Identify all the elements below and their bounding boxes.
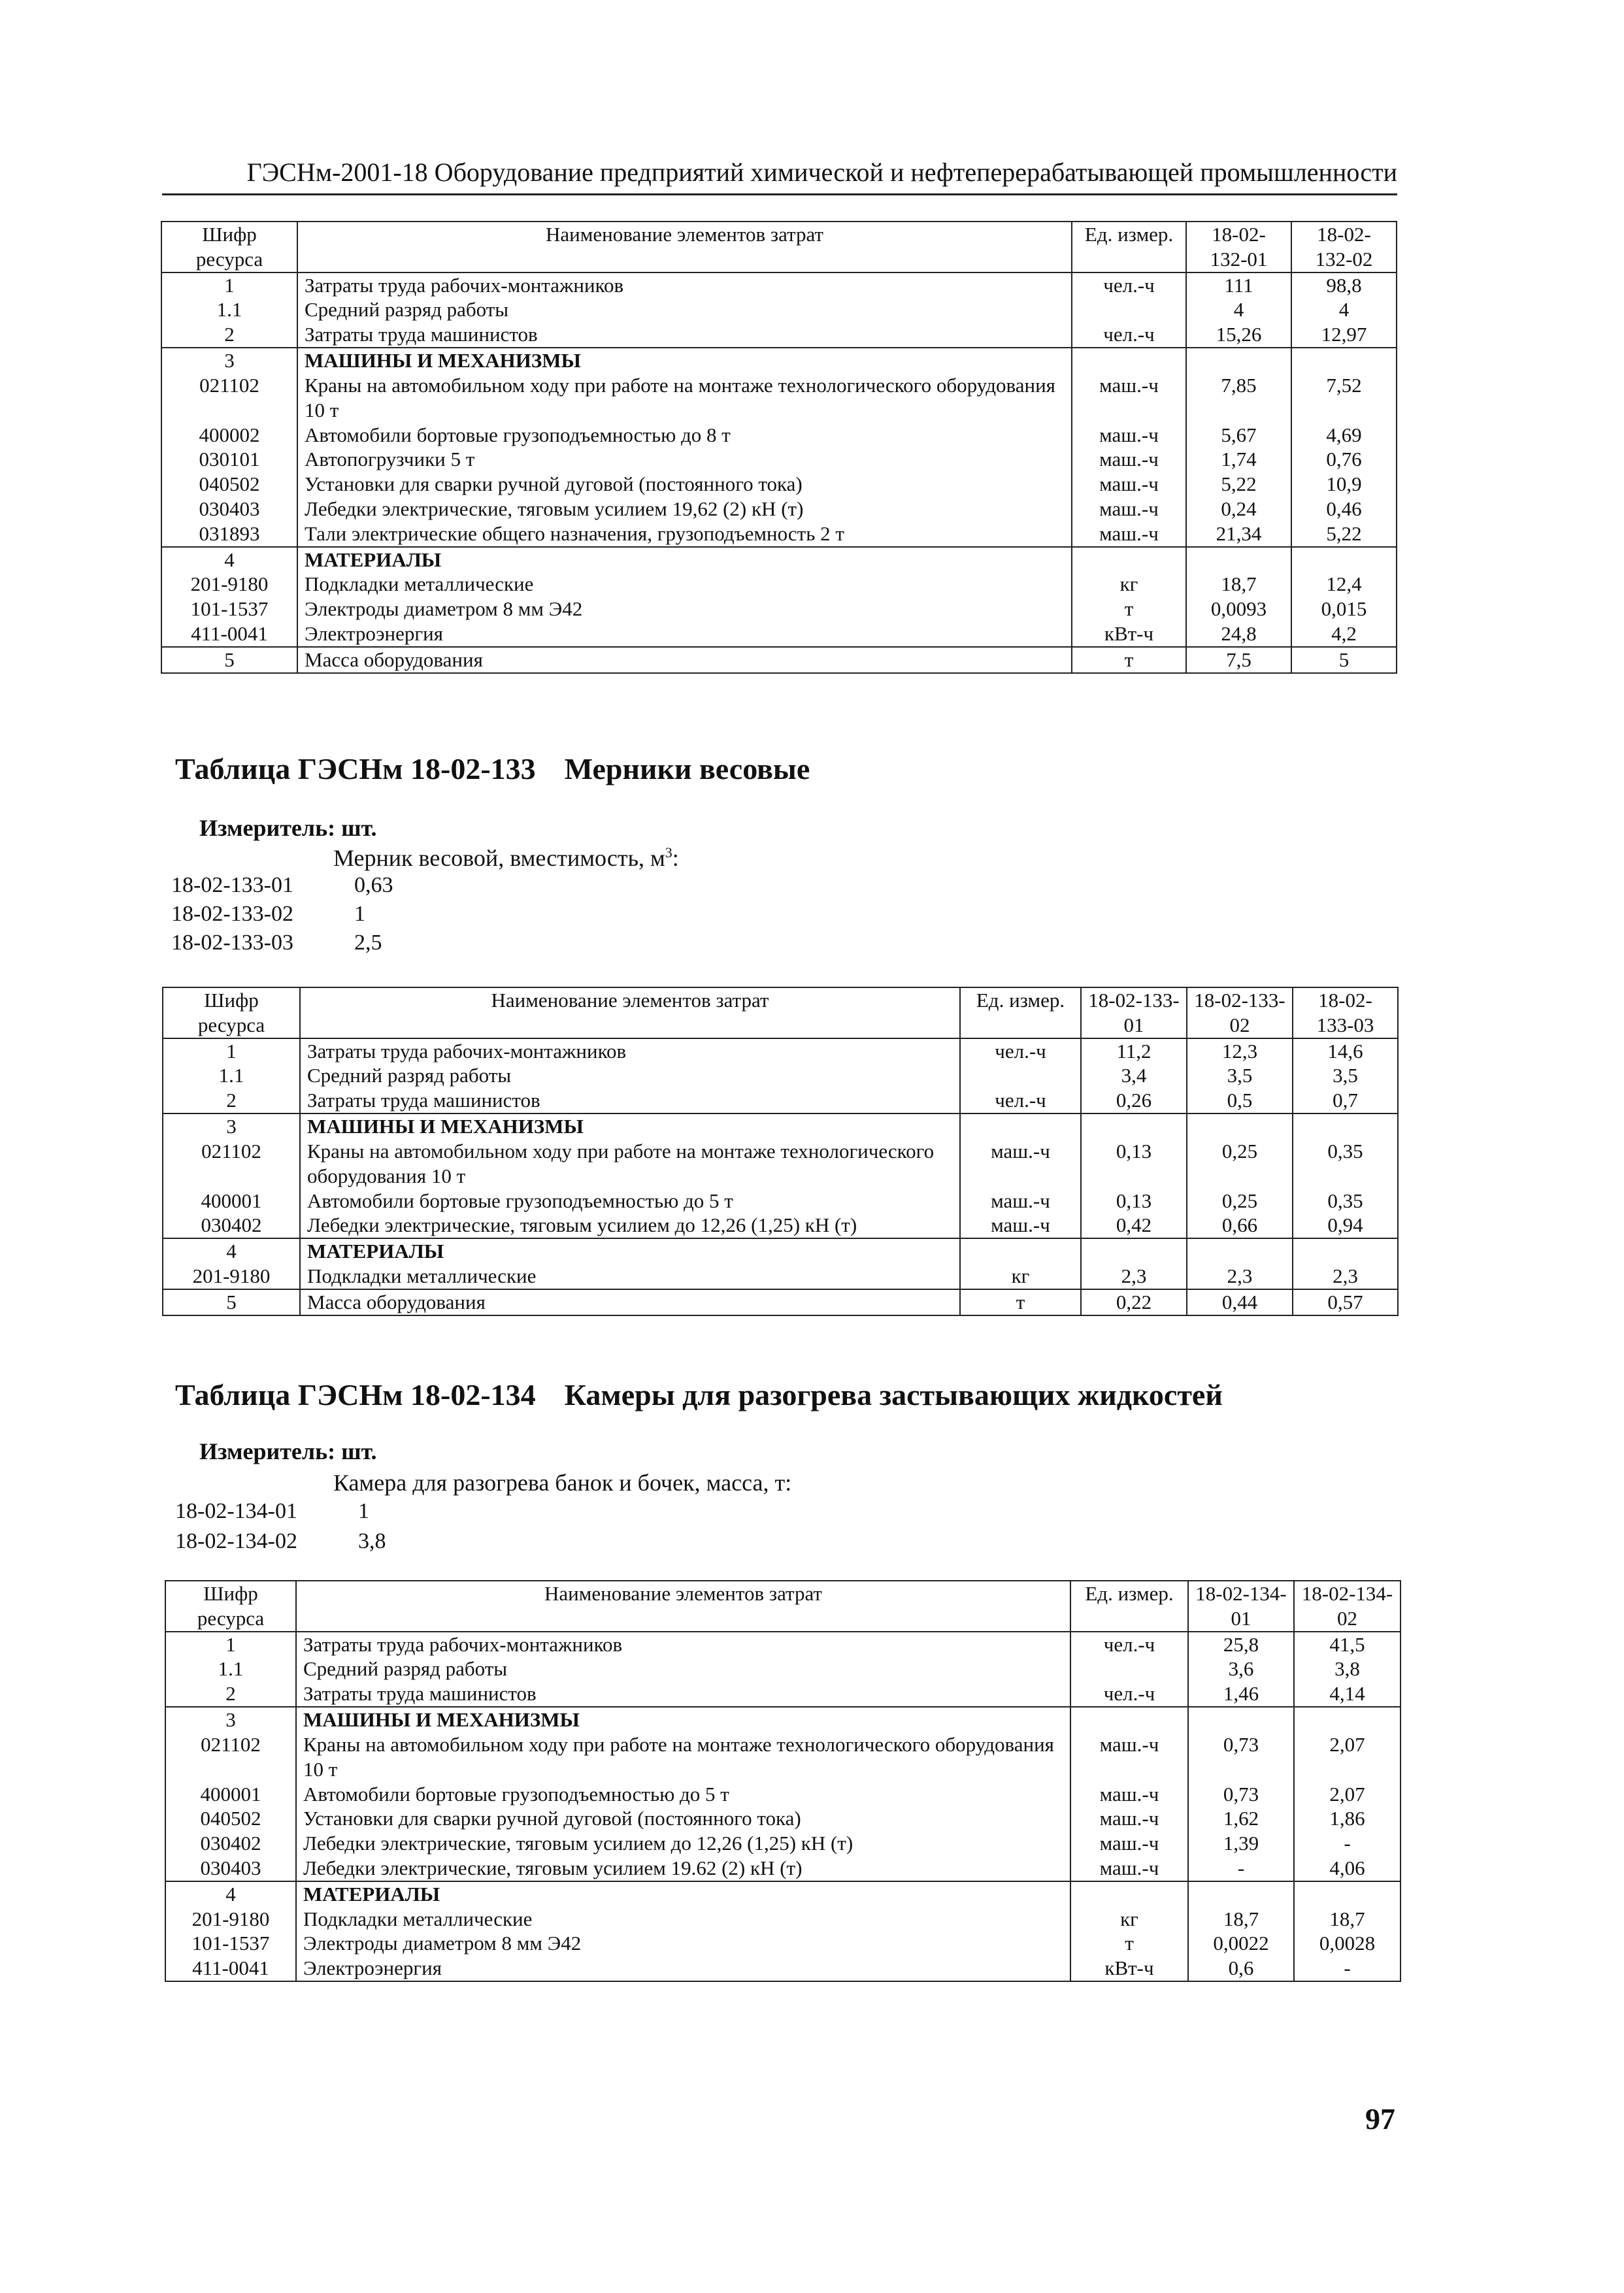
col-header-name: Наименование элементов затрат [297,222,1072,272]
section-label: Таблица ГЭСНм 18-02-134 [175,1378,536,1411]
unit-cell: чел.-ч [960,1038,1081,1064]
table-row [163,1264,1398,1289]
cost-element-name-cell: Лебедки электрические, тяговым усилием до 12,26 (1,25) кН (т) [296,1831,1070,1856]
value-cell: 1,62 [1188,1806,1294,1831]
resource-code-cell: 4 [165,1881,296,1907]
variant-code: 18-02-134-01 [175,1499,297,1523]
value-cell: 0,5 [1187,1088,1293,1114]
unit-cell: маш.-ч [1070,1831,1188,1856]
unit-cell [960,1114,1081,1139]
cost-element-name-cell: Затраты труда машинистов [296,1681,1070,1707]
cost-element-name-cell: Подкладки металлические [300,1264,960,1289]
table-row [163,1238,1398,1264]
cost-element-name-cell: Масса оборудования [300,1289,960,1315]
value-cell: 18,7 [1188,1907,1294,1932]
unit-cell: чел.-ч [960,1088,1081,1114]
cost-element-name-cell: Средний разряд работы [296,1657,1070,1681]
cost-element-name-cell: Масса оборудования [297,647,1072,673]
resource-code-cell: 030402 [163,1213,300,1238]
value-cell: 3,6 [1188,1657,1294,1681]
cost-element-name-cell: Автомобили бортовые грузоподъемностью до 5 т [296,1782,1070,1807]
table-row [161,521,1397,547]
value-cell: 4 [1291,297,1397,322]
table-row [161,272,1397,298]
unit-cell: т [1072,647,1186,673]
resource-code-cell: 2 [165,1681,296,1707]
unit-cell: маш.-ч [1072,373,1186,423]
value-cell: 11,2 [1081,1038,1187,1064]
resource-code-cell: 101-1537 [165,1931,296,1956]
table-row [161,647,1397,673]
table-row [165,1831,1400,1856]
cost-element-name-cell: МАТЕРИАЛЫ [300,1238,960,1264]
unit-cell: маш.-ч [1070,1806,1188,1831]
cost-element-name-cell: Тали электрические общего назначения, грузоподъемность 2 т [297,521,1072,547]
value-cell [1294,1881,1400,1907]
col-header-name: Наименование элементов затрат [300,987,960,1038]
table-row [163,1189,1398,1213]
value-cell: 2,07 [1294,1732,1400,1782]
value-cell: 0,6 [1188,1956,1294,1981]
variant-line [171,931,382,955]
resource-code-cell: 400002 [161,423,297,448]
col-header-unit: Ед. измер. [960,987,1081,1038]
parameter-colon: : [672,845,679,871]
value-cell: - [1188,1856,1294,1881]
resource-code-cell: 1.1 [163,1063,300,1088]
unit-cell: чел.-ч [1072,272,1186,298]
resource-code-cell: 3 [163,1114,300,1139]
value-cell: 4,14 [1294,1681,1400,1707]
cost-element-name-cell: Краны на автомобильном ходу при работе на монтаже технологического оборудования 10 т [297,373,1072,423]
table-row [165,1856,1400,1881]
table-row [165,1956,1400,1981]
col-header-name: Наименование элементов затрат [296,1581,1070,1632]
unit-cell: т [960,1289,1081,1315]
value-cell [1291,547,1397,572]
value-cell: 4,06 [1294,1856,1400,1881]
table-row [161,497,1397,521]
value-cell: 15,26 [1186,322,1291,348]
cost-element-name-cell: Установки для сварки ручной дуговой (постоянного тока) [296,1806,1070,1831]
value-cell: 111 [1186,272,1291,298]
cost-element-name-cell: Краны на автомобильном ходу при работе на монтаже технологического оборудования 10 т [296,1732,1070,1782]
resource-code-cell: 1 [163,1038,300,1064]
value-cell: 25,8 [1188,1632,1294,1657]
table-header-row [165,1581,1400,1632]
value-cell: 2,3 [1081,1264,1187,1289]
unit-cell [1072,297,1186,322]
meter-label: Измеритель: шт. [199,815,377,841]
value-cell: 0,0028 [1294,1931,1400,1956]
table-row [165,1782,1400,1807]
unit-cell [1072,547,1186,572]
value-cell: 0,76 [1291,447,1397,472]
cost-element-name-cell: Электроэнергия [297,621,1072,647]
cost-element-name-cell: МАТЕРИАЛЫ [296,1881,1070,1907]
value-cell: 7,5 [1186,647,1291,673]
resource-code-cell: 1.1 [161,297,297,322]
value-cell: 3,8 [1294,1657,1400,1681]
running-header: ГЭСНм-2001-18 Оборудование предприятий химической и нефтеперерабатывающей промышленности [162,154,1397,195]
resource-code-cell: 030403 [165,1856,296,1881]
table-row [165,1881,1400,1907]
variant-value: 3,8 [358,1529,386,1553]
unit-cell: кВт-ч [1070,1956,1188,1981]
parameter-text: Мерник весовой, вместимость, м [333,845,665,871]
resource-code-cell: 1.1 [165,1657,296,1681]
unit-cell: т [1072,597,1186,621]
table-row [163,1213,1398,1238]
parameter-caption [333,844,679,872]
variant-line [171,902,365,927]
resource-code-cell: 021102 [163,1139,300,1189]
unit-cell: чел.-ч [1070,1632,1188,1657]
value-cell: 0,66 [1187,1213,1293,1238]
table-row [161,322,1397,348]
col-header-code: Шифр ресурса [161,222,297,272]
value-cell: 0,73 [1188,1732,1294,1782]
value-cell: 5,67 [1186,423,1291,448]
cost-element-name-cell: Автомобили бортовые грузоподъемностью до 5 т [300,1189,960,1213]
table-row [163,1038,1398,1064]
table-row [161,423,1397,448]
cost-element-name-cell: Электроды диаметром 8 мм Э42 [297,597,1072,621]
table-header-row [163,987,1398,1038]
value-cell: 21,34 [1186,521,1291,547]
variant-code: 18-02-133-01 [171,873,293,897]
table-row [165,1907,1400,1932]
cost-element-name-cell: Средний разряд работы [297,297,1072,322]
variant-code: 18-02-134-02 [175,1529,297,1553]
table-row [165,1657,1400,1681]
resource-code-cell: 5 [161,647,297,673]
cost-table-18-02-132 [161,221,1397,674]
table-row [161,621,1397,647]
value-cell [1294,1707,1400,1732]
table-row [161,373,1397,423]
value-cell: 2,3 [1187,1264,1293,1289]
cost-element-name-cell: Электроэнергия [296,1956,1070,1981]
table-row [165,1681,1400,1707]
variant-code: 18-02-133-02 [171,902,293,926]
unit-cell [1070,1881,1188,1907]
value-cell: 0,57 [1293,1289,1398,1315]
table-row [163,1139,1398,1189]
cost-element-name-cell: Лебедки электрические, тяговым усилием 19,62 (2) кН (т) [297,497,1072,521]
variant-line [175,1529,386,1554]
value-cell: 4,69 [1291,423,1397,448]
cost-table-18-02-134 [165,1580,1401,1982]
value-cell: 7,85 [1186,373,1291,423]
unit-cell: маш.-ч [1072,423,1186,448]
unit-cell: кг [1072,572,1186,597]
table-header-row [161,222,1397,272]
col-header-unit: Ед. измер. [1072,222,1186,272]
value-cell: - [1294,1831,1400,1856]
variant-code: 18-02-133-03 [171,931,293,955]
cost-element-name-cell: Автомобили бортовые грузоподъемностью до 8 т [297,423,1072,448]
cost-element-name-cell: МАТЕРИАЛЫ [297,547,1072,572]
unit-cell: маш.-ч [1070,1856,1188,1881]
value-cell: 14,6 [1293,1038,1398,1064]
col-header-code: Шифр ресурса [165,1581,296,1632]
value-cell: 0,015 [1291,597,1397,621]
value-cell: 1,86 [1294,1806,1400,1831]
value-cell: 0,25 [1187,1139,1293,1189]
unit-cell [1072,348,1186,373]
cost-element-name-cell: Автопогрузчики 5 т [297,447,1072,472]
unit-cell [1070,1657,1188,1681]
table-row [163,1088,1398,1114]
resource-code-cell: 2 [163,1088,300,1114]
unit-cell: маш.-ч [1070,1782,1188,1807]
value-cell: 0,42 [1081,1213,1187,1238]
table-row [163,1289,1398,1315]
cost-element-name-cell: Средний разряд работы [300,1063,960,1088]
cost-element-name-cell: Затраты труда рабочих-монтажников [296,1632,1070,1657]
cost-element-name-cell: Затраты труда машинистов [300,1088,960,1114]
cost-element-name-cell: МАШИНЫ И МЕХАНИЗМЫ [300,1114,960,1139]
resource-code-cell: 201-9180 [163,1264,300,1289]
table-row [161,348,1397,373]
unit-cell: кг [1070,1907,1188,1932]
value-cell: 0,73 [1188,1782,1294,1807]
value-cell: 3,5 [1187,1063,1293,1088]
table-row [165,1931,1400,1956]
resource-code-cell: 201-9180 [165,1907,296,1932]
resource-code-cell: 201-9180 [161,572,297,597]
cost-element-name-cell: Затраты труда рабочих-монтажников [297,272,1072,298]
table-row [165,1806,1400,1831]
cost-element-name-cell: Лебедки электрические, тяговым усилием 19.62 (2) кН (т) [296,1856,1070,1881]
cost-element-name-cell: Краны на автомобильном ходу при работе на монтаже технологического оборудования 10 т [300,1139,960,1189]
value-cell: 2,07 [1294,1782,1400,1807]
resource-code-cell: 411-0041 [165,1956,296,1981]
table-row [163,1063,1398,1088]
resource-code-cell: 021102 [161,373,297,423]
cost-element-name-cell: МАШИНЫ И МЕХАНИЗМЫ [296,1707,1070,1732]
table-row [161,547,1397,572]
table-row [161,297,1397,322]
cost-element-name-cell: Подкладки металлические [297,572,1072,597]
variant-value: 0,63 [354,873,393,897]
value-cell: 1,39 [1188,1831,1294,1856]
value-cell: 0,25 [1187,1189,1293,1213]
resource-code-cell: 4 [161,547,297,572]
section-name: Камеры для разогрева застывающих жидкостей [564,1378,1223,1411]
value-cell: 0,22 [1081,1289,1187,1315]
resource-code-cell: 040502 [165,1806,296,1831]
variant-value: 2,5 [354,931,382,955]
value-cell: 12,3 [1187,1038,1293,1064]
resource-code-cell: 3 [161,348,297,373]
value-cell: 0,35 [1293,1189,1398,1213]
resource-code-cell: 030402 [165,1831,296,1856]
col-header-variant: 18-02-133-03 [1293,987,1398,1038]
cost-element-name-cell: Лебедки электрические, тяговым усилием до 12,26 (1,25) кН (т) [300,1213,960,1238]
unit-cell: маш.-ч [1072,472,1186,497]
resource-code-cell: 4 [163,1238,300,1264]
value-cell: 0,24 [1186,497,1291,521]
resource-code-cell: 1 [165,1632,296,1657]
value-cell [1188,1707,1294,1732]
unit-cell [960,1238,1081,1264]
unit-cell [1070,1707,1188,1732]
resource-code-cell: 2 [161,322,297,348]
value-cell: 98,8 [1291,272,1397,298]
section-name: Мерники весовые [564,752,810,785]
table-row [161,447,1397,472]
value-cell: 0,13 [1081,1189,1187,1213]
value-cell: 24,8 [1186,621,1291,647]
value-cell [1187,1238,1293,1264]
value-cell: 0,13 [1081,1139,1187,1189]
value-cell: 0,35 [1293,1139,1398,1189]
resource-code-cell: 031893 [161,521,297,547]
value-cell [1291,348,1397,373]
value-cell: 18,7 [1186,572,1291,597]
unit-cell: маш.-ч [1072,447,1186,472]
value-cell: 0,46 [1291,497,1397,521]
resource-code-cell: 101-1537 [161,597,297,621]
value-cell: 1,46 [1188,1681,1294,1707]
cost-element-name-cell: Установки для сварки ручной дуговой (постоянного тока) [297,472,1072,497]
value-cell [1081,1238,1187,1264]
cost-element-name-cell: Затраты труда рабочих-монтажников [300,1038,960,1064]
value-cell: 0,7 [1293,1088,1398,1114]
value-cell: 3,5 [1293,1063,1398,1088]
unit-cell: чел.-ч [1072,322,1186,348]
value-cell: 7,52 [1291,373,1397,423]
value-cell: 4,2 [1291,621,1397,647]
cost-element-name-cell: Подкладки металлические [296,1907,1070,1932]
unit-cell: маш.-ч [960,1189,1081,1213]
resource-code-cell: 1 [161,272,297,298]
meter-label: Измеритель: шт. [199,1438,377,1464]
value-cell [1186,547,1291,572]
unit-cell: маш.-ч [1070,1732,1188,1782]
parameter-superscript: 3 [665,844,672,861]
cost-element-name-cell: МАШИНЫ И МЕХАНИЗМЫ [297,348,1072,373]
resource-code-cell: 411-0041 [161,621,297,647]
cost-element-name-cell: Электроды диаметром 8 мм Э42 [296,1931,1070,1956]
value-cell: 0,44 [1187,1289,1293,1315]
value-cell: 5,22 [1186,472,1291,497]
value-cell [1293,1114,1398,1139]
value-cell: - [1294,1956,1400,1981]
col-header-variant: 18-02-132-01 [1186,222,1291,272]
unit-cell: маш.-ч [1072,497,1186,521]
variant-value: 1 [354,902,365,926]
unit-cell: маш.-ч [960,1139,1081,1189]
variant-line [171,873,393,898]
resource-code-cell: 021102 [165,1732,296,1782]
value-cell [1293,1238,1398,1264]
col-header-unit: Ед. измер. [1070,1581,1188,1632]
value-cell [1081,1114,1187,1139]
variant-value: 1 [358,1499,369,1523]
value-cell: 12,4 [1291,572,1397,597]
value-cell: 0,0093 [1186,597,1291,621]
table-row [161,472,1397,497]
value-cell [1186,348,1291,373]
value-cell: 1,74 [1186,447,1291,472]
variant-line [175,1499,369,1524]
table-row [161,597,1397,621]
resource-code-cell: 5 [163,1289,300,1315]
page-number: 97 [1365,2102,1395,2136]
table-row [163,1114,1398,1139]
section-label: Таблица ГЭСНм 18-02-133 [175,752,536,785]
value-cell [1187,1114,1293,1139]
col-header-variant: 18-02-132-02 [1291,222,1397,272]
unit-cell: кг [960,1264,1081,1289]
value-cell: 41,5 [1294,1632,1400,1657]
value-cell: 18,7 [1294,1907,1400,1932]
unit-cell: т [1070,1931,1188,1956]
resource-code-cell: 400001 [163,1189,300,1213]
unit-cell: кВт-ч [1072,621,1186,647]
unit-cell: чел.-ч [1070,1681,1188,1707]
value-cell: 4 [1186,297,1291,322]
table-row [165,1632,1400,1657]
section-title-18-02-133 [175,751,810,786]
resource-code-cell: 030403 [161,497,297,521]
resource-code-cell: 040502 [161,472,297,497]
table-row [161,572,1397,597]
parameter-caption: Камера для разогрева банок и бочек, масса, т: [333,1470,792,1496]
table-row [165,1707,1400,1732]
value-cell: 10,9 [1291,472,1397,497]
value-cell: 5 [1291,647,1397,673]
value-cell: 5,22 [1291,521,1397,547]
cost-table-18-02-133 [162,987,1399,1316]
value-cell: 3,4 [1081,1063,1187,1088]
resource-code-cell: 400001 [165,1782,296,1807]
unit-cell: маш.-ч [960,1213,1081,1238]
value-cell [1188,1881,1294,1907]
resource-code-cell: 3 [165,1707,296,1732]
value-cell: 0,94 [1293,1213,1398,1238]
value-cell: 0,0022 [1188,1931,1294,1956]
unit-cell [960,1063,1081,1088]
value-cell: 0,26 [1081,1088,1187,1114]
col-header-variant: 18-02-133-02 [1187,987,1293,1038]
value-cell: 12,97 [1291,322,1397,348]
col-header-variant: 18-02-134-02 [1294,1581,1400,1632]
col-header-variant: 18-02-133-01 [1081,987,1187,1038]
col-header-code: Шифр ресурса [163,987,300,1038]
col-header-variant: 18-02-134-01 [1188,1581,1294,1632]
section-title-18-02-134 [175,1377,1223,1412]
resource-code-cell: 030101 [161,447,297,472]
unit-cell: маш.-ч [1072,521,1186,547]
table-row [165,1732,1400,1782]
cost-element-name-cell: Затраты труда машинистов [297,322,1072,348]
value-cell: 2,3 [1293,1264,1398,1289]
